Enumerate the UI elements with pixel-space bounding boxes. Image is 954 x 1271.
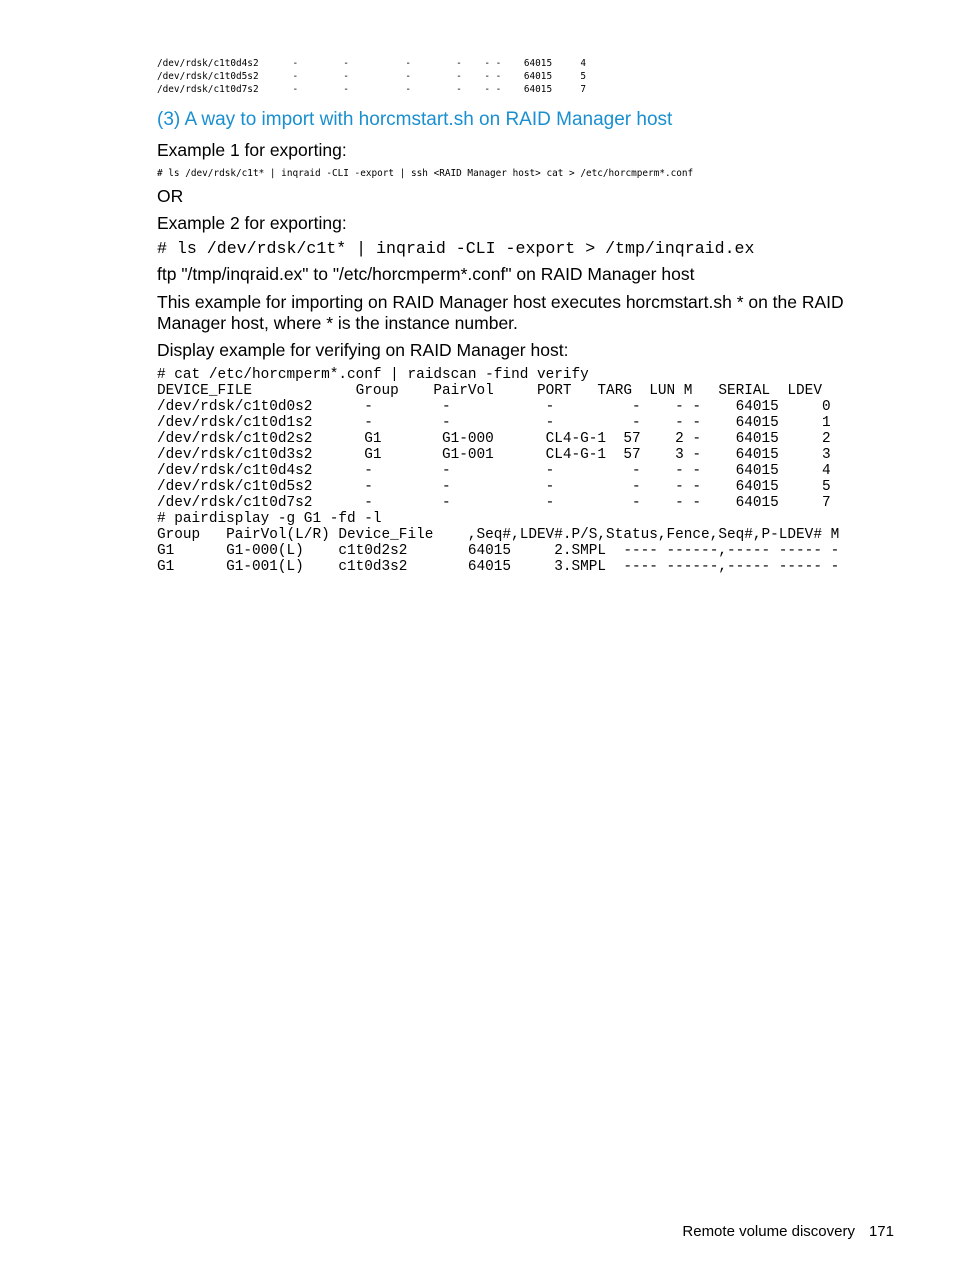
example2-command: # ls /dev/rdsk/c1t* | inqraid -CLI -export > /tmp/inqraid.ex bbox=[157, 239, 755, 258]
import-description: This example for importing on RAID Manager host executes horcmstart.sh * on the RAID Manager host, where * is the instance number. bbox=[157, 292, 844, 333]
ftp-instruction: ftp "/tmp/inqraid.ex" to "/etc/horcmperm*.conf" on RAID Manager host bbox=[157, 264, 695, 284]
footer-section-name: Remote volume discovery bbox=[682, 1223, 855, 1240]
page-footer bbox=[682, 1222, 894, 1242]
or-label: OR bbox=[157, 186, 184, 206]
top-device-listing: /dev/rdsk/c1t0d4s2 - - - - - - 64015 4 /dev/rdsk/c1t0d5s2 - - - - - - 64015 5 /dev/rdsk/c1t0d7s2 - - - - - - 64015 7 bbox=[157, 58, 586, 95]
example1-label: Example 1 for exporting: bbox=[157, 140, 347, 160]
verify-label: Display example for verifying on RAID Manager host: bbox=[157, 340, 569, 360]
page-number: 171 bbox=[868, 1223, 894, 1240]
verify-output: # cat /etc/horcmperm*.conf | raidscan -find verify DEVICE_FILE Group PairVol PORT TARG LUN M SERIAL LDEV /dev/rdsk/c1t0d0s2 - - - - - - 64015 0 /dev/rdsk/c1t0d1s2 - - - - - - 64015 1 /dev/rdsk/c1t0d2s2 G1 G1-000 CL4-G-1 57 2 - 64015 2 /dev/rdsk/c1t0d3s2 G1 G1-001 CL4-G-1 57 3 - 64015 3 /dev/rdsk/c1t0d4s2 - - - - - - 64015 4 /dev/rdsk/c1t0d5s2 - - - - - - 64015 5 /dev/rdsk/c1t0d7s2 - - - - - - 64015 7 # pairdisplay -g G1 -fd -l Group PairVol(L/R) Device_File ,Seq#,LDEV#.P/S,Status,Fence,Seq#,P-LDEV# M G1 G1-000(L) c1t0d2s2 64015 2.SMPL ---- ------,----- ----- - G1 G1-001(L) c1t0d3s2 64015 3.SMPL ---- ------,----- ----- - bbox=[157, 367, 840, 575]
section-heading: (3) A way to import with horcmstart.sh on RAID Manager host bbox=[157, 109, 673, 130]
example1-command: # ls /dev/rdsk/c1t* | inqraid -CLI -export | ssh <RAID Manager host> cat > /etc/horcmperm*.conf bbox=[157, 168, 694, 179]
example2-label: Example 2 for exporting: bbox=[157, 213, 347, 233]
